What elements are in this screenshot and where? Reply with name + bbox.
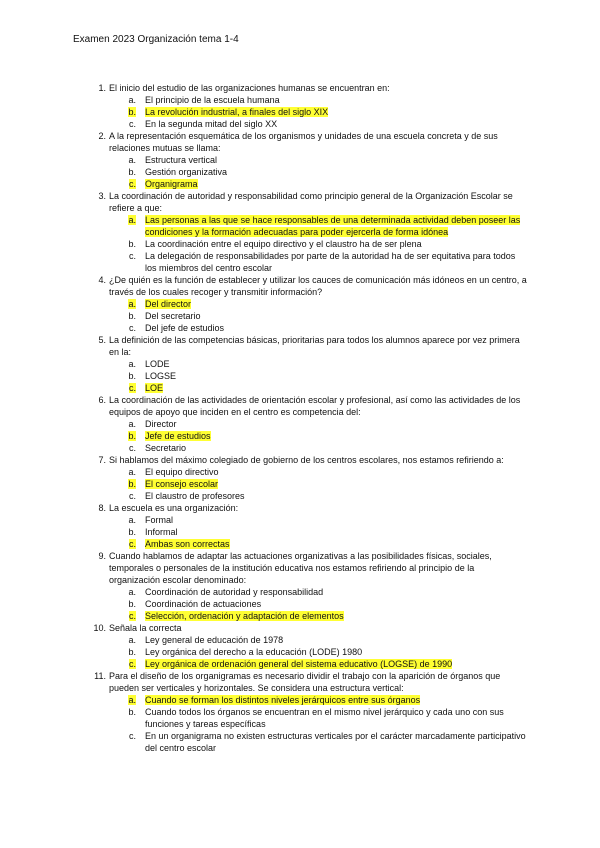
option-text: En un organigrama no existen estructuras verticales por el carácter marcadamente participativo del centro escolar <box>145 731 526 753</box>
option-letter: b. <box>128 239 136 249</box>
question-text: La coordinación de autoridad y responsabilidad como principio general de la Organización Escolar se refiere a que: <box>109 191 513 213</box>
highlighted-answer: Del director <box>145 299 192 309</box>
option-letter <box>120 538 136 550</box>
option-letter: a. <box>128 155 136 165</box>
option-text: La coordinación entre el equipo directivo y el claustro ha de ser plena <box>145 239 422 249</box>
option-letter: a. <box>128 359 136 369</box>
option-letter: c. <box>128 323 136 333</box>
option-list <box>0 298 600 334</box>
question-number: 8. <box>98 503 106 513</box>
option-text: Informal <box>145 527 178 537</box>
option-item <box>0 706 600 730</box>
option-letter <box>120 106 136 118</box>
highlighted-letter: a. <box>128 299 136 309</box>
question-text: ¿De quién es la función de establecer y utilizar los cauces de comunicación más idóneos en un centro, a través de los cuales recoger y transmitir información? <box>109 275 527 297</box>
option-text: El principio de la escuela humana <box>145 95 280 105</box>
option-text: Coordinación de autoridad y responsabilidad <box>145 587 324 597</box>
highlighted-letter: c. <box>128 539 136 549</box>
question-item <box>0 82 600 130</box>
option-letter: a. <box>128 635 136 645</box>
question-text: Si hablamos del máximo colegiado de gobierno de los centros escolares, nos estamos refiriendo a: <box>109 455 504 465</box>
highlighted-letter: c. <box>128 659 136 669</box>
option-item <box>0 250 600 274</box>
option-item <box>0 154 600 166</box>
option-letter <box>120 694 136 706</box>
highlighted-letter: c. <box>128 383 136 393</box>
question-number: 7. <box>98 455 106 465</box>
highlighted-letter: a. <box>128 215 136 225</box>
highlighted-answer: El consejo escolar <box>145 479 219 489</box>
option-list <box>0 586 600 622</box>
question-item <box>0 454 600 502</box>
option-item-correct <box>0 538 600 550</box>
option-item <box>0 358 600 370</box>
option-text: Gestión organizativa <box>145 167 228 177</box>
highlighted-letter: b. <box>128 107 136 117</box>
option-text: Formal <box>145 515 174 525</box>
option-text: LOGSE <box>145 371 177 381</box>
question-item <box>0 622 600 670</box>
option-item-correct <box>0 178 600 190</box>
highlighted-answer: Ley orgánica de ordenación general del sistema educativo (LOGSE) de 1990 <box>145 659 453 669</box>
question-text: A la representación esquemática de los organismos y unidades de una escuela concreta y de sus relaciones mutuas se llama: <box>109 131 498 153</box>
option-letter: b. <box>128 647 136 657</box>
option-text <box>145 610 529 622</box>
question-text: La definición de las competencias básicas, prioritarias para todos los alumnos aparece por vez primera en la: <box>109 335 520 357</box>
highlighted-answer: Las personas a las que se hace responsables de una determinada actividad deben poseer las condiciones y la formación adecuadas para poder ejercerla de forma idónea <box>145 215 521 237</box>
option-item <box>0 418 600 430</box>
question-item <box>0 670 600 754</box>
option-item <box>0 490 600 502</box>
option-item <box>0 238 600 250</box>
highlighted-letter: c. <box>128 179 136 189</box>
option-text: Cuando todos los órganos se encuentran en el mismo nivel jerárquico y cada uno con sus funciones y tareas específicas <box>145 707 504 729</box>
question-number: 9. <box>98 551 106 561</box>
highlighted-letter: a. <box>128 695 136 705</box>
option-item-correct <box>0 298 600 310</box>
highlighted-letter: c. <box>128 611 136 621</box>
option-list <box>0 466 600 502</box>
option-letter: a. <box>128 467 136 477</box>
question-number: 2. <box>98 131 106 141</box>
option-text: El equipo directivo <box>145 467 219 477</box>
option-text <box>145 214 529 238</box>
option-letter: b. <box>128 311 136 321</box>
option-letter: a. <box>128 515 136 525</box>
question-item <box>0 334 600 394</box>
option-letter <box>120 298 136 310</box>
option-text <box>145 298 529 310</box>
option-item <box>0 118 600 130</box>
option-item <box>0 598 600 610</box>
question-text: El inicio del estudio de las organizaciones humanas se encuentran en: <box>109 83 390 93</box>
option-text: La delegación de responsabilidades por parte de la autoridad ha de ser equitativa para todos los miembros del centro escolar <box>145 251 516 273</box>
highlighted-answer: LOE <box>145 383 164 393</box>
option-item <box>0 526 600 538</box>
option-list <box>0 514 600 550</box>
option-text: Secretario <box>145 443 187 453</box>
option-text <box>145 538 529 550</box>
highlighted-answer: Jefe de estudios <box>145 431 211 441</box>
option-item <box>0 370 600 382</box>
option-list <box>0 358 600 394</box>
option-list <box>0 214 600 274</box>
option-letter <box>120 478 136 490</box>
option-letter <box>120 214 136 226</box>
question-item <box>0 190 600 274</box>
option-text: Estructura vertical <box>145 155 218 165</box>
option-text <box>145 658 529 670</box>
question-number: 4. <box>98 275 106 285</box>
option-item <box>0 646 600 658</box>
option-text: LODE <box>145 359 170 369</box>
option-text: El claustro de profesores <box>145 491 245 501</box>
option-letter: c. <box>128 251 136 261</box>
page-header: Examen 2023 Organización tema 1-4 <box>73 34 239 45</box>
question-item <box>0 394 600 454</box>
question-number: 3. <box>98 191 106 201</box>
option-text <box>145 106 529 118</box>
option-letter: b. <box>128 371 136 381</box>
option-item <box>0 730 600 754</box>
option-list <box>0 418 600 454</box>
question-number: 11. <box>94 671 106 681</box>
option-list <box>0 634 600 670</box>
question-list <box>0 82 600 754</box>
question-text: Cuando hablamos de adaptar las actuaciones organizativas a las posibilidades físicas, sociales, temporales o personales de la institución educativa nos estamos refiriendo al principio de la organización escolar denominado: <box>109 551 492 585</box>
option-text: Director <box>145 419 177 429</box>
question-item <box>0 502 600 550</box>
option-text: Del jefe de estudios <box>145 323 225 333</box>
option-text <box>145 430 529 442</box>
option-letter: b. <box>128 527 136 537</box>
option-item <box>0 310 600 322</box>
option-letter: b. <box>128 599 136 609</box>
question-number: 1. <box>98 83 106 93</box>
highlighted-answer: La revolución industrial, a finales del siglo XIX <box>145 107 329 117</box>
option-letter: a. <box>128 95 136 105</box>
option-text <box>145 178 529 190</box>
option-letter <box>120 178 136 190</box>
question-number: 5. <box>98 335 106 345</box>
question-number: 10. <box>93 623 106 633</box>
question-item <box>0 274 600 334</box>
highlighted-answer: Cuando se forman los distintos niveles jerárquicos entre sus órganos <box>145 695 421 705</box>
option-text <box>145 694 529 706</box>
option-text: En la segunda mitad del siglo XX <box>145 119 278 129</box>
option-item-correct <box>0 382 600 394</box>
option-item <box>0 586 600 598</box>
option-item-correct <box>0 430 600 442</box>
option-list <box>0 94 600 130</box>
highlighted-letter: b. <box>128 479 136 489</box>
option-item <box>0 514 600 526</box>
option-item-correct <box>0 694 600 706</box>
option-text: Coordinación de actuaciones <box>145 599 262 609</box>
option-letter: c. <box>128 731 136 741</box>
question-item <box>0 130 600 190</box>
option-letter <box>120 382 136 394</box>
option-letter <box>120 430 136 442</box>
option-text: Ley orgánica del derecho a la educación (LODE) 1980 <box>145 647 363 657</box>
option-item-correct <box>0 106 600 118</box>
option-item <box>0 322 600 334</box>
option-text <box>145 478 529 490</box>
question-item <box>0 550 600 622</box>
question-number: 6. <box>98 395 106 405</box>
option-text <box>145 382 529 394</box>
option-letter <box>120 658 136 670</box>
option-list <box>0 694 600 754</box>
highlighted-answer: Ambas son correctas <box>145 539 230 549</box>
option-item <box>0 442 600 454</box>
highlighted-answer: Organigrama <box>145 179 198 189</box>
question-text: Para el diseño de los organigramas es necesario dividir el trabajo con la aparición de órganos que pueden ser verticales y horizontales. Se considera una estructura vertical: <box>109 671 501 693</box>
option-letter: b. <box>128 707 136 717</box>
question-text: Señala la correcta <box>109 623 182 633</box>
option-item-correct <box>0 610 600 622</box>
highlighted-letter: b. <box>128 431 136 441</box>
option-letter: c. <box>128 119 136 129</box>
option-letter: b. <box>128 167 136 177</box>
option-item-correct <box>0 478 600 490</box>
option-letter: c. <box>128 491 136 501</box>
option-item <box>0 166 600 178</box>
question-text: La escuela es una organización: <box>109 503 239 513</box>
option-item <box>0 634 600 646</box>
option-letter <box>120 610 136 622</box>
question-text: La coordinación de las actividades de orientación escolar y profesional, así como las actividades de los equipos de apoyo que inciden en el centro es competencia del: <box>109 395 521 417</box>
option-list <box>0 154 600 190</box>
option-letter: a. <box>128 587 136 597</box>
option-item-correct <box>0 658 600 670</box>
option-text: Del secretario <box>145 311 201 321</box>
option-item <box>0 94 600 106</box>
highlighted-answer: Selección, ordenación y adaptación de elementos <box>145 611 344 621</box>
option-text: Ley general de educación de 1978 <box>145 635 284 645</box>
option-item <box>0 466 600 478</box>
option-item-correct <box>0 214 600 238</box>
option-letter: c. <box>128 443 136 453</box>
option-letter: a. <box>128 419 136 429</box>
